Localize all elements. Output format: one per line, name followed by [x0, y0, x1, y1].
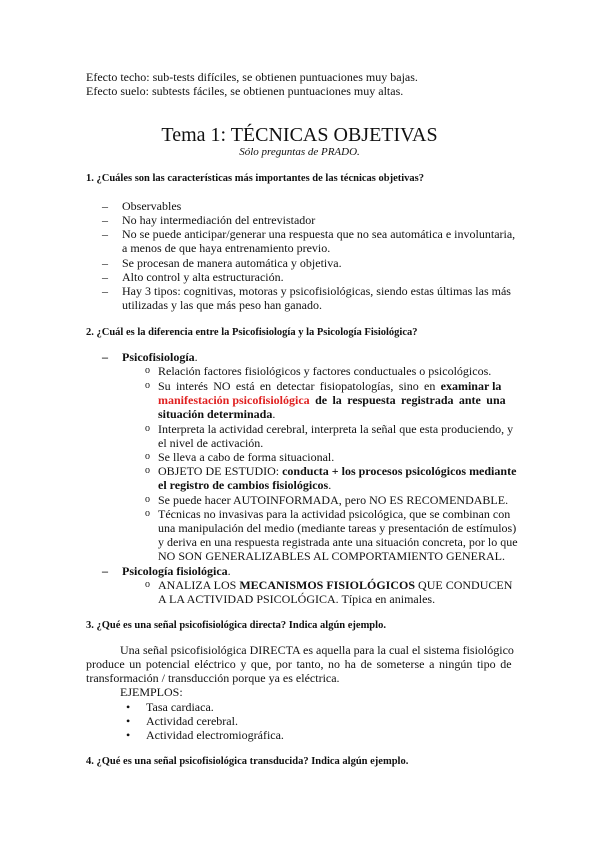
sub-item-continuation: una manipulación del medio (mediante tareas y presentación de estímulos): [158, 521, 517, 535]
list-item-continuation: a menos de que haya entrenamiento previo.: [122, 241, 331, 255]
sub-item: Interpreta la actividad cerebral, interpreta la señal que esta produciendo, y: [158, 422, 514, 436]
list-item: No hay intermediación del entrevistador: [122, 213, 316, 227]
dash-marker: –: [102, 284, 108, 298]
paragraph-line: transformación / transducción porque ya es eléctrica.: [86, 671, 340, 685]
list-item: Hay 3 tipos: cognitivas, motoras y psicofisiológicas, siendo estas últimas las más: [122, 284, 511, 298]
list-item: Actividad cerebral.: [146, 714, 238, 728]
sub-item-continuation: [158, 407, 275, 421]
page-subtitle: Sólo preguntas de PRADO.: [239, 146, 360, 158]
list-item-continuation: utilizadas y las que más peso han ganado.: [122, 298, 322, 312]
circle-marker: o: [145, 423, 150, 434]
paragraph-line: produce un potencial eléctrico y que, por tanto, no ha de someterse a ningún tipo de: [86, 657, 512, 671]
list-item: Tasa cardiaca.: [146, 700, 214, 714]
dash-marker: –: [102, 213, 108, 227]
sub-item: Se lleva a cabo de forma situacional.: [158, 450, 335, 464]
sub-item: [158, 464, 516, 478]
dash-marker: –: [102, 350, 108, 364]
list-item: Alto control y alta estructuración.: [122, 270, 284, 284]
dash-marker: –: [102, 564, 108, 578]
list-item: Actividad electromiográfica.: [146, 728, 284, 742]
bullet-marker: •: [126, 714, 131, 728]
question-3: 3. ¿Qué es una señal psicofisiológica directa? Indica algún ejemplo.: [86, 620, 386, 631]
sub-text-bold: MECANISMOS FISIOLÓGICOS: [239, 578, 416, 592]
question-1: 1. ¿Cuáles son las características más importantes de las técnicas objetivas?: [86, 173, 424, 184]
period: .: [194, 350, 198, 364]
list-item: No se puede anticipar/generar una respuesta que no sea automática e involuntaria,: [122, 227, 516, 241]
paragraph-line: Una señal psicofisiológica DIRECTA es aquella para la cual el sistema fisiológico: [120, 643, 514, 657]
sub-item-continuation: NO SON GENERALIZABLES AL COMPORTAMIENTO GENERAL.: [158, 549, 505, 563]
sub-text-bold: examinar la: [440, 379, 502, 393]
page-title: Tema 1: TÉCNICAS OBJETIVAS: [161, 124, 438, 146]
ejemplos-label: EJEMPLOS:: [120, 685, 183, 699]
sub-item: [158, 379, 513, 393]
circle-marker: o: [145, 579, 150, 590]
sub-item: Se puede hacer AUTOINFORMADA, pero NO ES RECOMENDABLE.: [158, 493, 509, 507]
intro-efecto-techo: Efecto techo: sub-tests difíciles, se obtienen puntuaciones muy bajas.: [86, 70, 418, 84]
bullet-marker: •: [126, 728, 131, 742]
sub-text: QUE CONDUCEN: [415, 578, 513, 592]
period: .: [328, 478, 332, 492]
heading-label: Psicofisiología: [122, 350, 195, 364]
circle-marker: o: [145, 451, 150, 462]
sub-item-continuation: [158, 478, 331, 492]
sub-item: Técnicas no invasivas para la actividad psicológica, que se combinan con: [158, 507, 511, 521]
sub-text: Su interés NO está en detectar fisiopatologías, sino en: [158, 379, 441, 393]
heading-psicofisiologia: [122, 350, 198, 364]
list-item: Observables: [122, 199, 182, 213]
circle-marker: o: [145, 380, 150, 391]
question-4: 4. ¿Qué es una señal psicofisiológica transducida? Indica algún ejemplo.: [86, 756, 409, 767]
sub-text-bold: el registro de cambios fisiológicos: [158, 478, 329, 492]
dash-marker: –: [102, 199, 108, 213]
question-2: 2. ¿Cuál es la diferencia entre la Psicofisiología y la Psicología Fisiológica?: [86, 327, 418, 338]
heading-label: Psicología fisiológica: [122, 564, 228, 578]
sub-item: [158, 578, 512, 592]
period: .: [272, 407, 276, 421]
heading-psicologia-fisiologica: [122, 564, 231, 578]
intro-efecto-suelo: Efecto suelo: subtests fáciles, se obtienen puntuaciones muy altas.: [86, 84, 404, 98]
circle-marker: o: [145, 365, 150, 376]
circle-marker: o: [145, 494, 150, 505]
sub-text: ANALIZA LOS: [158, 578, 240, 592]
sub-text: OBJETO DE ESTUDIO:: [158, 464, 283, 478]
sub-text-bold: situación determinada: [158, 407, 273, 421]
sub-item: Relación factores fisiológicos y factores conductuales o psicológicos.: [158, 364, 492, 378]
highlight-text: manifestación psicofisiológica: [158, 393, 310, 407]
sub-item-continuation: A LA ACTIVIDAD PSICOLÓGICA. Típica en animales.: [158, 592, 436, 606]
sub-item-continuation: [158, 393, 513, 407]
circle-marker: o: [145, 465, 150, 476]
sub-item-continuation: y deriva en una respuesta registrada ante una situación concreta, por lo que: [158, 535, 518, 549]
sub-text-bold: conducta + los procesos psicológicos mediante: [282, 464, 517, 478]
list-item: Se procesan de manera automática y objetiva.: [122, 256, 342, 270]
circle-marker: o: [145, 508, 150, 519]
sub-item-continuation: el nivel de activación.: [158, 436, 264, 450]
dash-marker: –: [102, 270, 108, 284]
dash-marker: –: [102, 227, 108, 241]
period: .: [227, 564, 231, 578]
dash-marker: –: [102, 256, 108, 270]
sub-text-bold: de la respuesta registrada ante una: [309, 393, 506, 407]
bullet-marker: •: [126, 700, 131, 714]
